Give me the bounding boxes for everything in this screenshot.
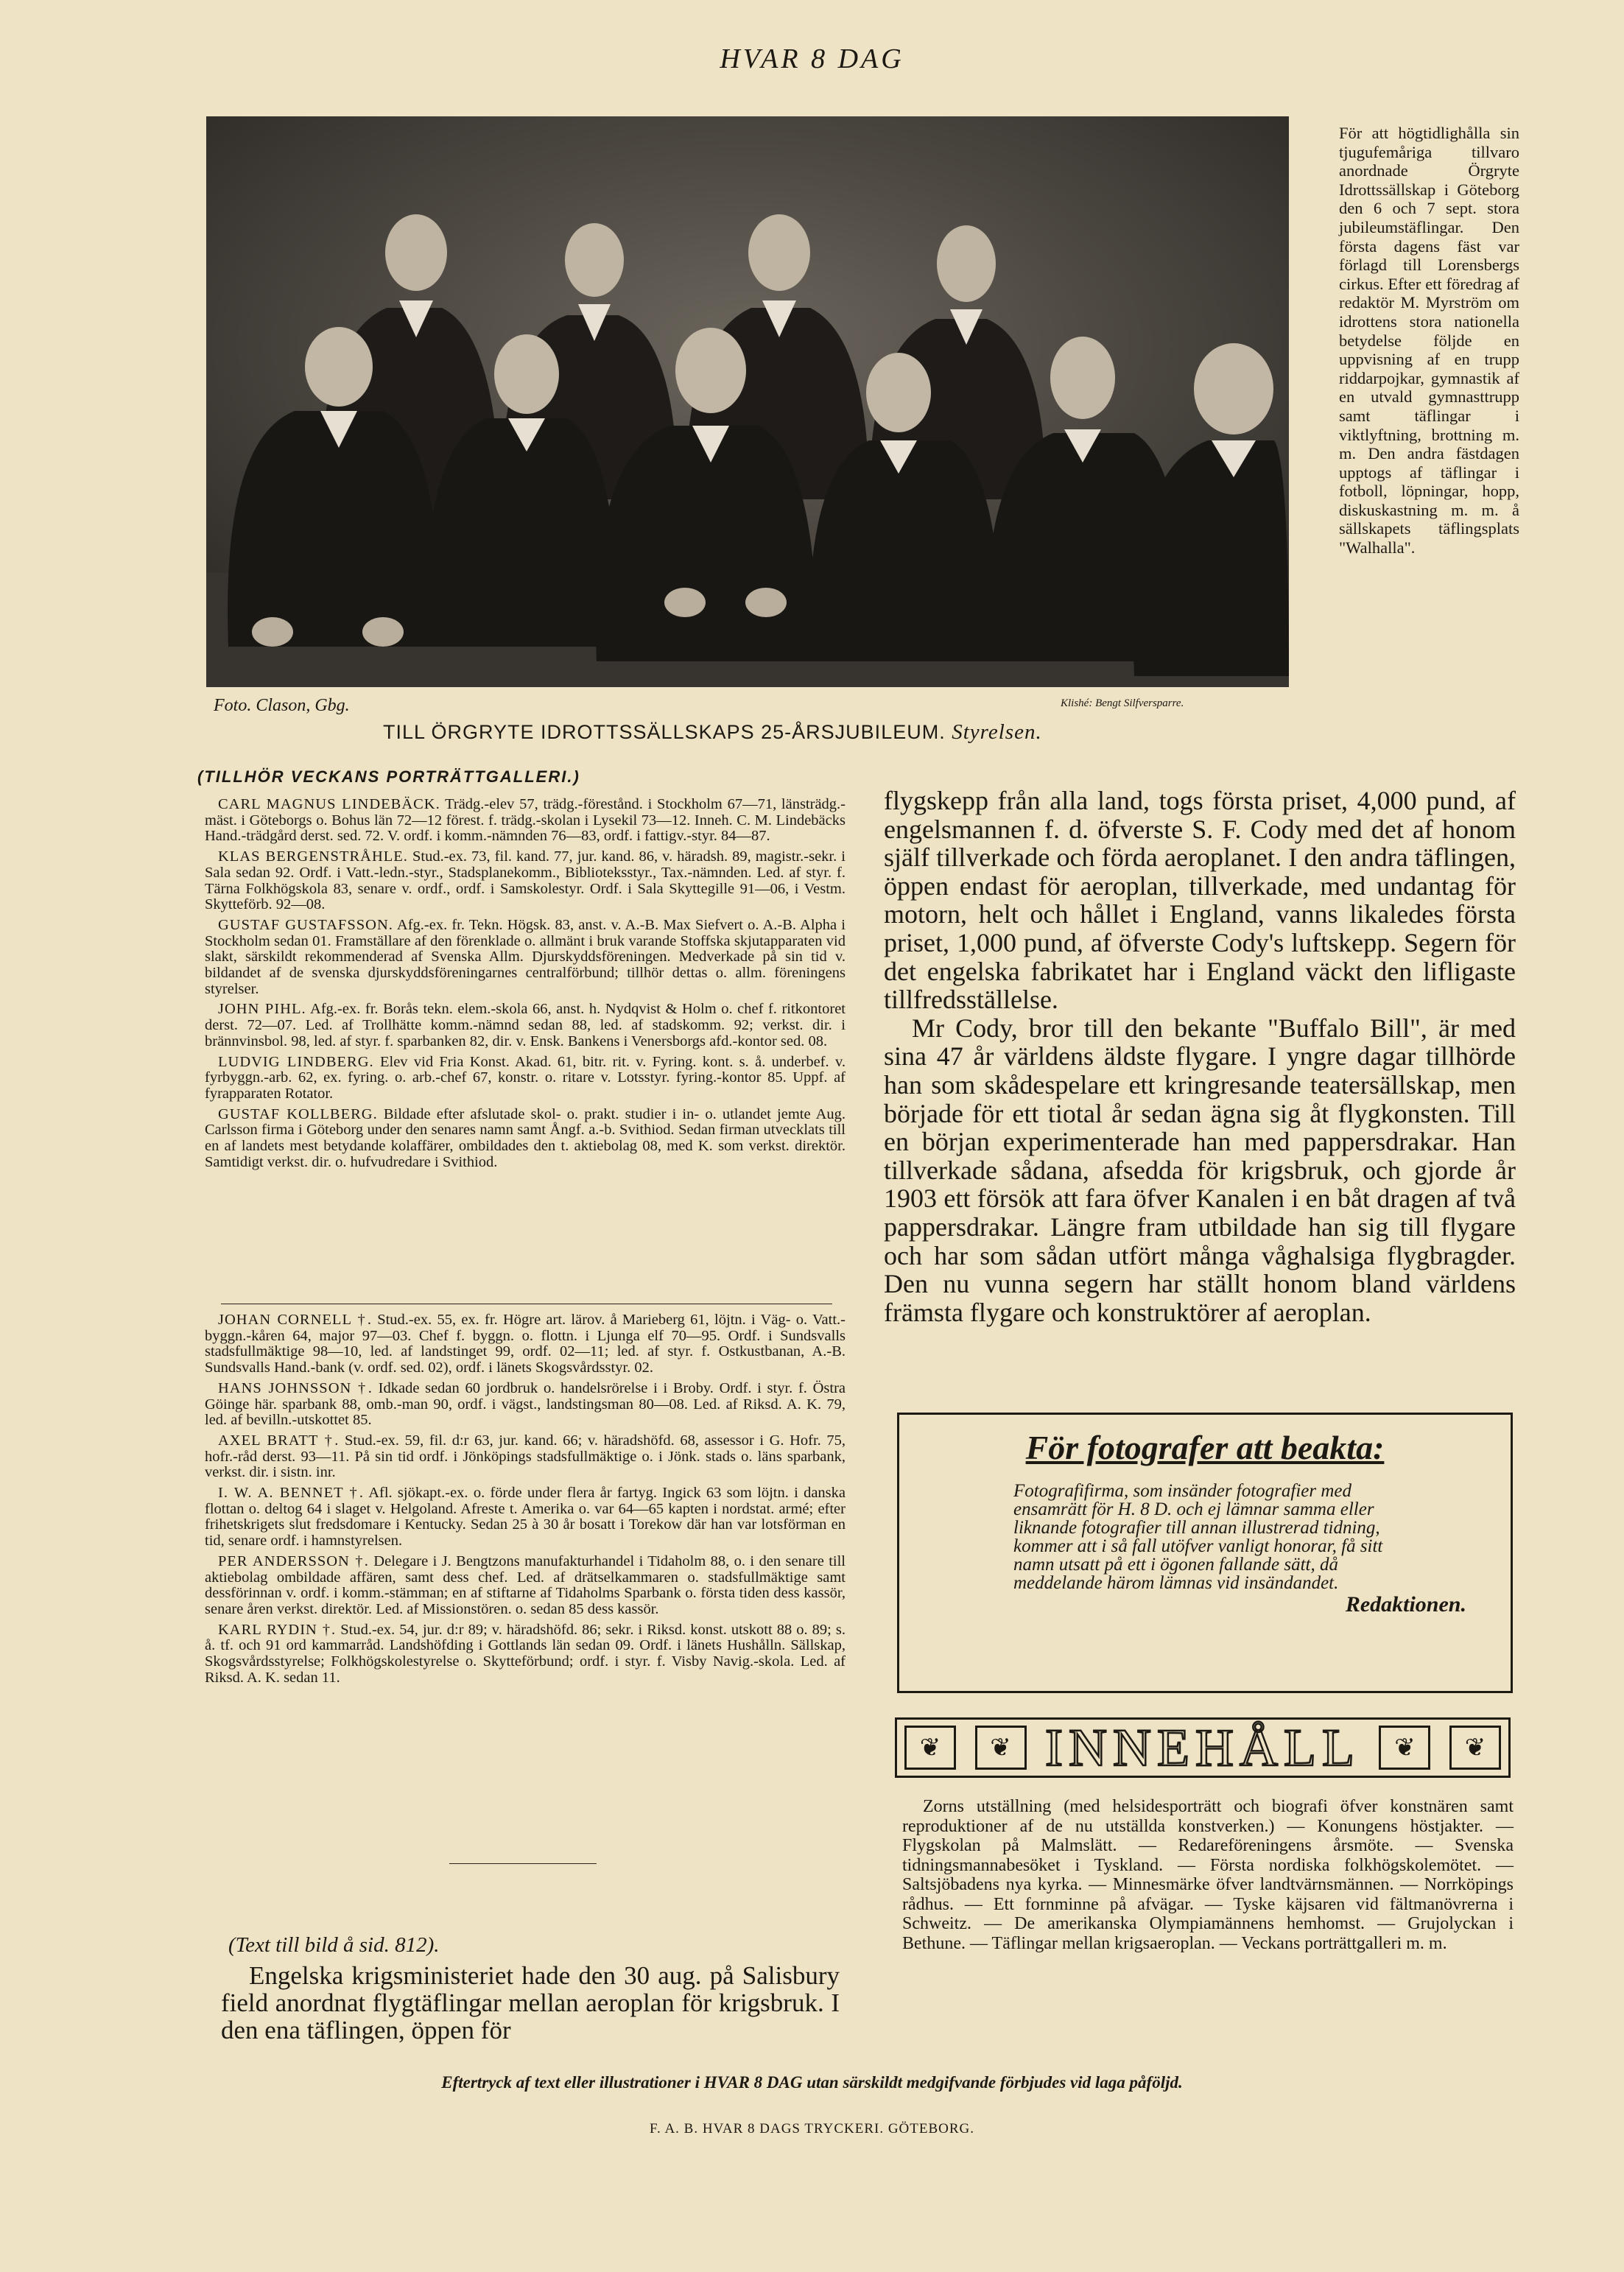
biography-entry xyxy=(205,1002,846,1049)
biography-text: Stud.-ex. 73, fil. kand. 77, jur. kand. 86, v. häradsh. 89, magistr.-sekr. i Sala sedan 92. Ordf. i Vatt.-ledn.-styr., Stadsplanekomm., Biblioteksstyr., Tax.-nämnden. Led. af styr. f. Tärna Folkhögskola 83, senare v. ordf., ordf. i Samskolestyr. Ordf. i Sala Skyttegille 91—06, i Vestm. Skytteförb. 92—08. xyxy=(205,848,846,913)
flight-article-start xyxy=(221,1933,840,2044)
person-name: HANS JOHNSSON †. xyxy=(218,1379,373,1396)
text-reference: (Text till bild å sid. 812). xyxy=(228,1933,440,1957)
biography-text: Trädg.-elev 57, trädg.-förestånd. i Stockholm 67—71, länsträdg.-mäst. i Göteborgs o. Bohus län 72—12 förest. f. trädg.-skolan i Lysekil 73—12. Inneh. C. M. Lindebäcks Hand.-trädgård derst. sed. 72. V. ordf. i komm.-nämnden 76—83, ordf. i fattigv.-styr. 84—87. xyxy=(205,796,846,845)
contents-text: Zorns utställning (med helsidesporträtt och biografi öfver konstnären samt reproduktioner af de nu utställda konstverken.) — Konungens höstjakter. — Flygskolan på Malmslätt. — Redareföreningens årsmöte. — Svenska tidningsmannabesöket i Tyskland. — Första nordiska folkhögskolemötet. — Saltsjöbadens nya kyrka. — Minnesmärke öfver landtvärnsmännen. — Norrköpings rådhus. — Ett fornminne på afvägar. — Tyske käjsaren vid fältmanövrerna i Schweitz. — De amerikanska Olympiamännens hemhomst. — Grujolyckan i Bethune. — Täflingar mellan krigsaeroplan. — Veckans porträttgalleri m. m. xyxy=(902,1797,1514,1953)
obituary-entry xyxy=(205,1485,846,1550)
biography-text: Delegare i J. Bengtzons manufakturhandel i Tidaholm 88, o. i den senare till aktiebolag ombildade affären, samt dess chef. Led. af drätselkammaren o. stadsfullmäktige samt dessförinnan v. ordf. i komm.-stämman; en af stiftarne af Tidaholms Sparbank o. första tiden dess kassör, senare åren verkst. direktör. Led. af Missionstören. o. sedan 85 dess kassör. xyxy=(205,1552,846,1617)
obituary-entry xyxy=(205,1554,846,1618)
biography-text: Stud.-ex. 54, jur. d:r 89; v. häradshöfd. 86; sekr. i Riksd. konst. utskott 88 o. 89; s. å. tf. och 91 ord kammarråd. Landshöfding i Gottlands län sedan 09. Ordf. i länets Hushålln. Sällskap, Skogsvårdsstyrelse; Folkhögskolestyrelse o. Skytteförbund; ordf. i styr. f. Visby Navig.-skola. Led. af Riksd. A. K. sedan 11. xyxy=(205,1621,846,1686)
biography-text: Stud.-ex. 55, ex. fr. Högre art. lärov. å Marieberg 61, löjtn. i Väg- o. Vatt.-byggn.-kåren 64, major 97—03. Chef f. byggn. o. flottn. i Ljunga elf 70—95. Ordf. i Sundsvalls stadsfullmäktige 98—10, led. af landstinget 99, ordf. 02—11; led. af styr. f. Ostkustbanan, A.-B. Sundsvalls Hand.-bank (v. ordf. sed. 02), ordf. i länets Skogsvårdsstyr. 02. xyxy=(205,1312,846,1376)
person-name: GUSTAF KOLLBERG. xyxy=(218,1105,378,1122)
biography-entry xyxy=(205,849,846,913)
photo-credit: Foto. Clason, Gbg. xyxy=(214,696,350,715)
article-paragraph: flygskepp från alla land, togs första priset, 4,000 pund, af engelsmannen f. d. öfverste S. F. Cody med det af honom själf tillverkade och förda aeroplanet. I den andra täflingen, öppen endast för aeroplan, tillverkade, med undantag för motorn, helt och hållet i England, vanns likaledes första priset, 1,000 pund, af öfverste Cody's luftskepp. Segern för det engelska fabrikatet har i England väckt den lifligaste tillfredsställelse. xyxy=(884,786,1516,1015)
biography-text: Afg.-ex. fr. Borås tekn. elem.-skola 66, anst. h. Nydqvist & Holm o. chef f. ritkontoret derst. 72—07. Led. af Trollhätte komm.-nämnd sedan 88, led. af stadskomm. 92; verkst. dir. i brännvinsbol. 98, led. af styr. f. sparbanken 82, dir. v. Ensk. Bankens i Venersborgs afd.-kontor sed. 08. xyxy=(205,1001,846,1049)
biography-entry xyxy=(205,918,846,998)
biography-text: Afl. sjökapt.-ex. o. förde under flera år fartyg. Ingick 63 som löjtn. i danska flottan o. deltog 64 i slaget v. Helgoland. Afreste t. Amerika o. var 64—65 kapten i nordstat. armé; efter frihetskrigets slut fredsdomare i Kentucky. Sedan 25 à 30 år bosatt i Torekow där han var lotsförman en tid, senare ordf. i hamnstyrelsen. xyxy=(205,1485,846,1550)
biography-entry xyxy=(205,797,846,845)
ornament-icon: ❦ xyxy=(1379,1726,1430,1770)
notice-title: För fotografer att beakta: xyxy=(1025,1429,1385,1466)
ornament-icon: ❦ xyxy=(904,1726,956,1770)
person-name: GUSTAF GUSTAFSSON. xyxy=(218,916,393,933)
biography-text: Idkade sedan 60 jordbruk o. handelsrörelse i i Broby. Ordf. i styr. f. Östra Göinge här. sparbank 88, omb.-man 90, ordf. i vägst., landstingsman 80—08. Led. af Riksd. A. K. 79, led. af bevilln.-utskottet 85. xyxy=(205,1379,846,1429)
portrait-gallery-heading: (TILLHÖR VECKANS PORTRÄTTGALLERI.) xyxy=(197,767,580,786)
ornament-icon: ❦ xyxy=(975,1726,1027,1770)
photographers-notice-box xyxy=(897,1413,1513,1693)
biography-entry xyxy=(205,1107,846,1171)
flight-article-continued xyxy=(884,787,1516,1326)
biography-text: Afg.-ex. fr. Tekn. Högsk. 83, anst. v. A.-B. Max Siefvert o. A.-B. Alpha i Stockholm sedan 01. Framställare af den förenklade o. allmänt i bruk varande Stoffska skjutapparaten vid slakt, särskildt rekommenderad af Svenska Allm. Djurskyddsföreningen. Medverkade på sin tid v. bildandet af de svenska djurskyddsföreningarnes centralförbund; tillhör dettas o. allm. föreningens styrelser. xyxy=(205,916,846,997)
photo-caption xyxy=(383,720,1042,745)
living-biographies xyxy=(205,797,846,1175)
obituary-entry xyxy=(205,1312,846,1376)
biography-text: Bildade efter afslutade skol- o. prakt. studier i in- o. utlandet jemte Aug. Carlsson firma i Göteborg under den senares namn samt Ångf. a.-b. Svithiod. Sedan firman utvecklats till en af landets mest betydande kolaffärer, ombildades den t. aktiebolag 08, med K. som verkst. direktör. Samtidigt verkst. dir. o. hufvudredare i Svithiod. xyxy=(205,1105,846,1170)
ornament-icon: ❦ xyxy=(1449,1726,1501,1770)
page-header: HVAR 8 DAG xyxy=(720,43,904,74)
group-photo xyxy=(206,116,1289,687)
printer-imprint: F. A. B. HVAR 8 DAGS TRYCKERI. GÖTEBORG. xyxy=(649,2121,975,2136)
engraver-credit: Klishé: Bengt Silfversparre. xyxy=(1061,697,1184,709)
contents-title: INNEHÅLL xyxy=(1045,1718,1360,1777)
article-text: Engelska krigsministeriet hade den 30 aug. på Salisbury field anordnat flygtäflingar mellan aeroplan för krigsbruk. I den ena täflingen, öppen för xyxy=(221,1961,840,2044)
person-name: KLAS BERGENSTRÅHLE. xyxy=(218,848,408,865)
biography-entry xyxy=(205,1055,846,1102)
table-of-contents xyxy=(902,1797,1514,1953)
person-name: PER ANDERSSON †. xyxy=(218,1552,369,1569)
copyright-notice: Eftertryck af text eller illustrationer i HVAR 8 DAG utan särskildt medgifvande förbjudes vid laga påföljd. xyxy=(441,2073,1183,2092)
biography-text: Stud.-ex. 59, fil. d:r 63, jur. kand. 66; v. häradshöfd. 68, assessor i G. Hofr. 75, hofr.-råd derst. 93—11. På sin tid ordf. i Jönköpings stadsfullmäktige o. i Jönk. stads o. läns sparbank, verkst. dir. i sistn. inr. xyxy=(205,1432,846,1481)
article-paragraph: Mr Cody, bror till den bekante "Buffalo Bill", är med sina 47 år världens äldste flygare. I yngre dagar tillhörde han som skådespelare ett kringresande teatersällskap, men började för ett tiotal år sedan ägna sig åt flygkonsten. Till en början experimenterade han med pappersdrakar. Han tillverkade sådana, afsedda för krigsbruk, och gjorde år 1903 ett försök att fara öfver Kanalen i en båt dragen af två pappersdrakar. Längre fram utbildade han sig till flygare och har som sådan utfört många våghalsiga flygbragder. Den nu vunna segern har ställt honom bland världens främsta flygare och konstruktörer af aeroplan. xyxy=(884,1013,1516,1327)
biography-text: Elev vid Fria Konst. Akad. 61, bitr. rit. v. Fyring. kont. s. å. underbef. v. fyrbyggn.-arb. 62, ex. fyring. o. arb.-chef 67, konstr. o. ritare v. Lotsstyr. fyring.-kontor 85. Uppf. af fyrapparaten Rotator. xyxy=(205,1053,846,1102)
jubilee-article: För att högtidlighålla sin tjugufemåriga tillvaro anordnade Örgryte Idrottssällskap i Göteborg den 6 och 7 sept. stora jubileumstäflingar. Den första dagens fäst var förlagd till Lorensbergs cirkus. Efter ett föredrag af redaktör M. Myrström om idrottens stora nationella betydelse följde en uppvisning af en trupp riddarpojkar, gymnastik af en utvald gymnasttrupp samt täflingar i viktlyftning, brottning m. m. Den andra fästdagen upptogs af täflingar i fotboll, löpningar, hopp, diskuskastning m. m. å sällskapets täflingsplats "Walhalla". xyxy=(1339,124,1519,558)
obituary-entry xyxy=(205,1433,846,1481)
person-name: I. W. A. BENNET †. xyxy=(218,1485,365,1502)
deceased-biographies xyxy=(205,1312,846,1690)
short-divider xyxy=(449,1863,597,1864)
notice-body: Fotografifirma, som insänder fotografier med ensamrätt för H. 8 D. och ej lämnar samma eller liknande fotografier till annan illustrerad tidning, kommer att i så fall utöfver vanligt honorar, få sitt namn utsatt på ett i ögonen fallande sätt, då meddelande härom lämnas vid insändandet. xyxy=(1013,1481,1383,1593)
obituary-entry xyxy=(205,1381,846,1429)
obituary-entry xyxy=(205,1622,846,1687)
person-name: LUDVIG LINDBERG. xyxy=(218,1053,374,1070)
group-photo-image xyxy=(206,116,1289,687)
notice-signature: Redaktionen. xyxy=(1345,1592,1466,1617)
person-name: AXEL BRATT †. xyxy=(218,1432,340,1449)
caption-title: TILL ÖRGRYTE IDROTTSSÄLLSKAPS 25-ÅRSJUBILEUM. xyxy=(383,721,946,743)
person-name: JOHN PIHL. xyxy=(218,1001,306,1018)
caption-subtitle: Styrelsen. xyxy=(952,720,1042,744)
person-name: CARL MAGNUS LINDEBÄCK. xyxy=(218,796,440,812)
contents-banner xyxy=(895,1717,1511,1778)
person-name: KARL RYDIN †. xyxy=(218,1621,337,1638)
person-name: JOHAN CORNELL †. xyxy=(218,1312,372,1328)
